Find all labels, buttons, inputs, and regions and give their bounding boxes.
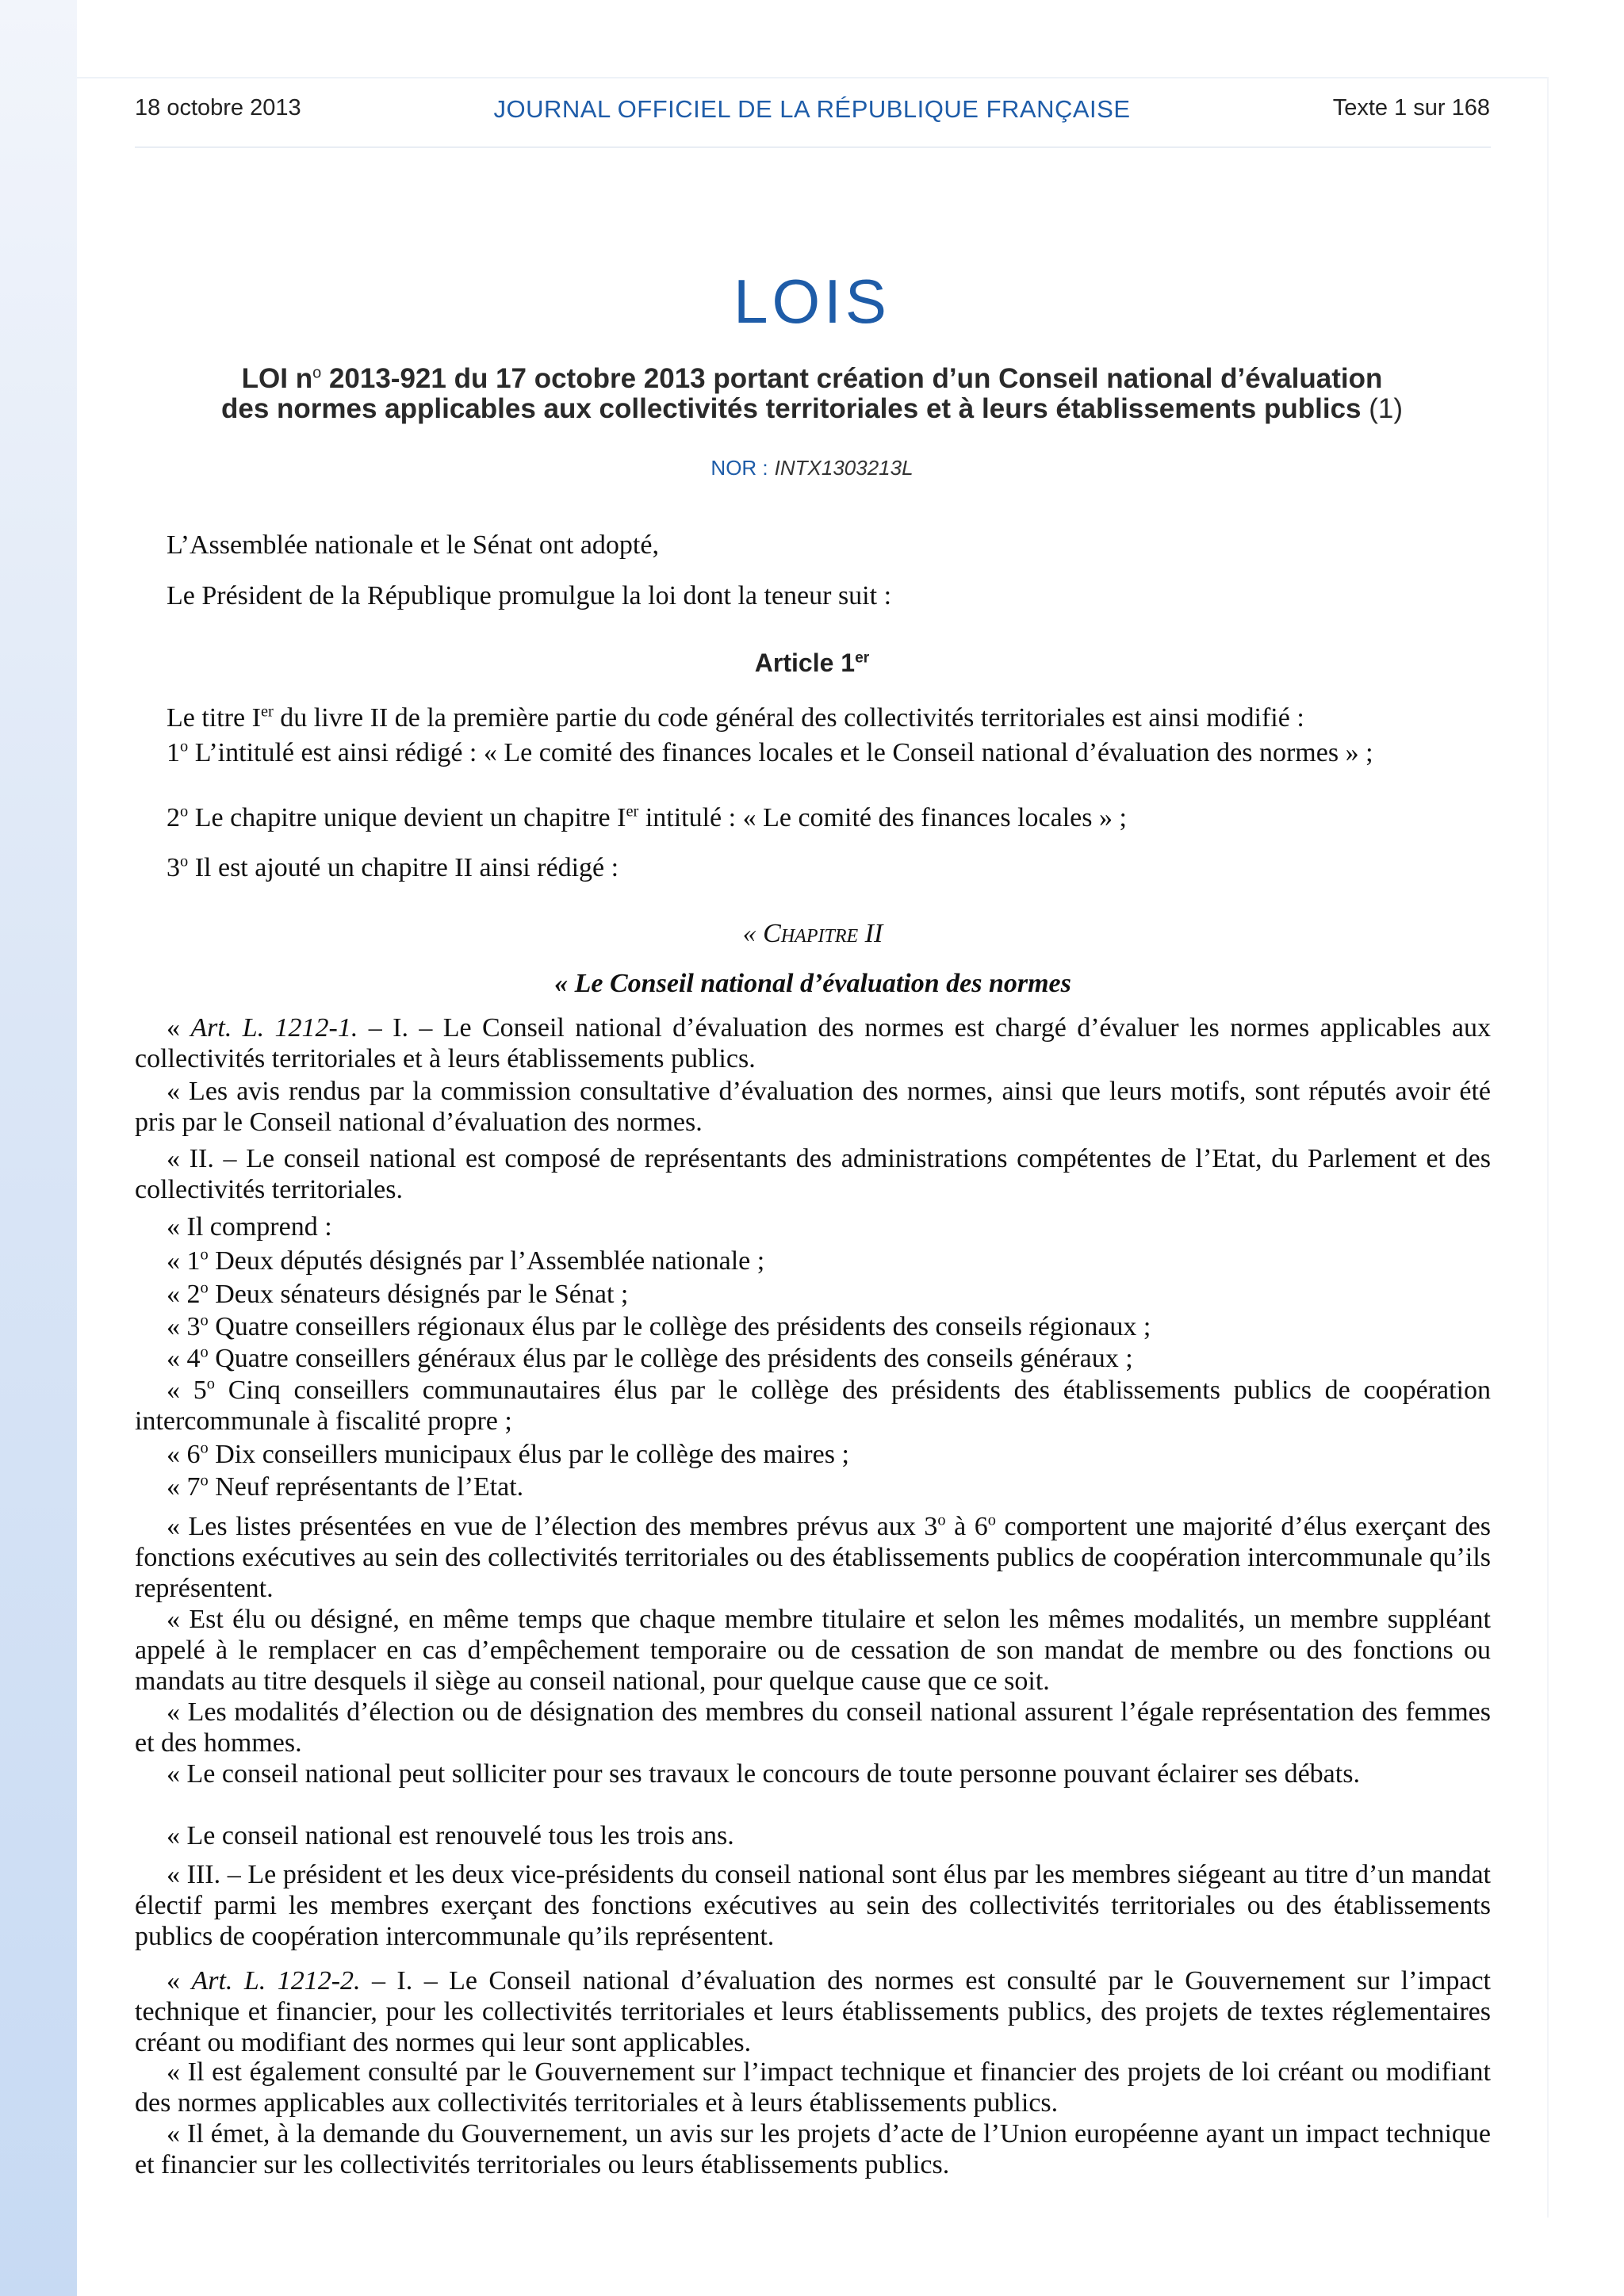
article1-item-1: 1$^o$ L’intitulé est ainsi rédigé : « Le comité des finances locales et le Conseil national d’évaluation des normes » ;: [167, 737, 1373, 767]
art-1212-1-para-7: « Les modalités d’élection ou de désignation des membres du conseil national assurent l’égale représentation des femmes et des hommes.: [135, 1697, 1491, 1758]
preamble-2: Le Président de la République promulgue la loi dont la teneur suit :: [167, 581, 892, 610]
art-1212-1-para-6: « Est élu ou désigné, en même temps que chaque membre titulaire et selon les mêmes modalités, un membre suppléant appelé à le remplacer en cas d’empêchement temporaire ou de cessation de son mandat de membre ou des fonctions ou mandats au titre desquels il siège au conseil national, pour quelque cause que ce soit.: [135, 1605, 1491, 1696]
law-title-line-2: des normes applicables aux collectivités territoriales et à leurs établissements publics (1): [220, 393, 1404, 424]
member-item-1: « 1$^o$ Deux députés désignés par l’Assemblée nationale ;: [167, 1246, 765, 1276]
member-item-7: « 7$^o$ Neuf représentants de l’Etat.: [167, 1471, 524, 1502]
article-heading: Article 1er: [754, 649, 870, 677]
art-1212-1-para-5: « Les listes présentées en vue de l’élection des membres prévus aux 3$^o$ à 6$^o$ comportent une majorité d’élus exerçant des fonctions exécutives au sein des collectivités territoriales ou des établissements publics de coopération intercommunale qu’ils représentent.: [135, 1511, 1491, 1603]
law-title-line-1: LOI $n^o$ 2013-921 du 17 octobre 2013 portant création d’un Conseil national d’évaluation: [241, 363, 1383, 394]
page-top-edge: [77, 77, 1547, 78]
art-1212-1-para-8: « Le conseil national peut solliciter pour ses travaux le concours de toute personne pouvant éclairer ses débats.: [167, 1759, 1360, 1789]
chapter-title: « Le Conseil national d’évaluation des normes: [554, 969, 1071, 998]
preamble-1: L’Assemblée nationale et le Sénat ont adopté,: [167, 530, 659, 560]
section-title: LOIS: [733, 266, 891, 336]
member-item-5: « 5$^o$ Cinq conseillers communautaires élus par le collège des présidents des établissements publics de coopération intercommunale à fiscalité propre ;: [135, 1375, 1491, 1436]
art-1212-1-para-10: « III. – Le président et les deux vice-présidents du conseil national sont élus par les membres siégeant au titre d’un mandat électif parmi les membres exerçant des fonctions exécutives au sein des collectivités territoriales ou des établissements publics de coopération intercommunale qu’ils représentent.: [135, 1860, 1491, 1951]
art-1212-2-para-2: « Il est également consulté par le Gouvernement sur l’impact technique et financier des projets de loi créant ou modifiant des normes applicables aux collectivités territoriales et à leurs établissements publics.: [135, 2057, 1491, 2118]
member-item-6: « 6$^o$ Dix conseillers municipaux élus par le collège des maires ;: [167, 1439, 849, 1469]
header-date: 18 octobre 2013: [135, 95, 301, 121]
header-text-ref: Texte 1 sur 168: [1332, 95, 1490, 121]
art-1212-1-para-1: « Art. L. 1212-1. – I. – Le Conseil national d’évaluation des normes est chargé d’évaluer les normes applicables aux collectivités territoriales et à leurs établissements publics.: [135, 1013, 1492, 1073]
header-journal-title: JOURNAL OFFICIEL DE LA RÉPUBLIQUE FRANÇAISE: [493, 95, 1131, 123]
footnote-ref[interactable]: (1): [1369, 393, 1404, 424]
art-1212-1-para-9: « Le conseil national est renouvelé tous les trois ans.: [167, 1821, 734, 1850]
member-item-2: « 2$^o$ Deux sénateurs désignés par le Sénat ;: [167, 1279, 629, 1309]
member-item-4: « 4$^o$ Quatre conseillers généraux élus par le collège des présidents des conseils généraux ;: [167, 1343, 1133, 1373]
art-1212-1-para-2: « Les avis rendus par la commission consultative d’évaluation des normes, ainsi que leurs motifs, sont réputés avoir été pris par le Conseil national d’évaluation des normes.: [135, 1077, 1491, 1137]
art-1212-2-para-1: « Art. L. 1212-2. – I. – Le Conseil national d’évaluation des normes est consulté par le Gouvernement sur l’impact technique et financier, pour les collectivités territoriales et leurs établissements publics, des projets de textes réglementaires créant ou modifiant des normes qui leur sont applicables.: [135, 1966, 1491, 2057]
art-1212-2-para-3: « Il émet, à la demande du Gouvernement, un avis sur les projets d’acte de l’Union européenne ayant un impact technique et financier sur les collectivités territoriales ou leurs établissements publics.: [135, 2119, 1491, 2179]
member-item-3: « 3$^o$ Quatre conseillers régionaux élus par le collège des présidents des conseils régionaux ;: [167, 1311, 1151, 1341]
page-margin-band: [0, 0, 77, 2296]
article1-item-2: 2$^o$ Le chapitre unique devient un chapitre Ier intitulé : « Le comité des finances locales » ;: [167, 802, 1127, 832]
nor-reference: NOR : INTX1303213L: [710, 456, 914, 480]
art-1212-1-para-4: « Il comprend :: [167, 1212, 332, 1242]
article1-item-3: 3$^o$ Il est ajouté un chapitre II ainsi rédigé :: [167, 852, 619, 882]
art-1212-1-para-3: « II. – Le conseil national est composé de représentants des administrations compétentes de l’Etat, du Parlement et des collectivités territoriales.: [135, 1144, 1491, 1204]
chapter-label: « Chapitre II: [742, 919, 883, 948]
article1-intro: Le titre Ier du livre II de la première partie du code général des collectivités territoriales est ainsi modifié :: [167, 702, 1304, 733]
